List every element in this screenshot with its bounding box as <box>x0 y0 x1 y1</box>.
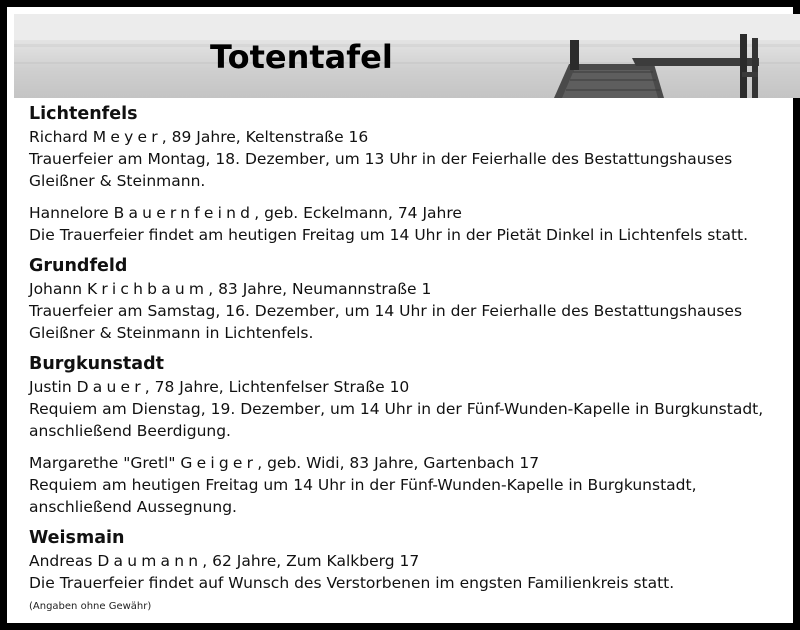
section-grundfeld <box>29 255 789 344</box>
person-details: , geb. Widi, 83 Jahre, Gartenbach 17 <box>257 454 540 472</box>
person-details: , 62 Jahre, Zum Kalkberg 17 <box>202 552 420 570</box>
obituary-list <box>29 103 789 603</box>
person-details: , geb. Eckelmann, 74 Jahre <box>254 204 462 222</box>
obituary-entry <box>29 452 789 518</box>
section-lichtenfels <box>29 103 789 246</box>
person-details: , 78 Jahre, Lichtenfelser Straße 10 <box>144 378 410 396</box>
section-burgkunstadt <box>29 353 789 518</box>
person-details: , 89 Jahre, Keltenstraße 16 <box>161 128 369 146</box>
first-name: Andreas <box>29 552 93 570</box>
ceremony-text: anschließend Aussegnung. <box>29 498 237 516</box>
section-heading: Weismain <box>29 528 125 548</box>
first-name: Justin <box>29 378 72 396</box>
person-line <box>29 202 789 224</box>
obituary-entry <box>29 126 789 192</box>
ceremony-text: Gleißner & Steinmann. <box>29 172 206 190</box>
section-weismain <box>29 527 789 594</box>
person-line <box>29 452 789 474</box>
section-heading: Grundfeld <box>29 256 128 276</box>
section-heading: Lichtenfels <box>29 104 138 124</box>
obituary-entry <box>29 550 789 594</box>
ceremony-text: Trauerfeier am Samstag, 16. Dezember, um 14 Uhr in der Feierhalle des Bestattungshauses <box>29 302 743 320</box>
ceremony-text: Requiem am heutigen Freitag um 14 Uhr in der Fünf-Wunden-Kapelle in Burgkunstadt, <box>29 476 697 494</box>
surname: Dauer <box>76 378 145 396</box>
surname: Krichbaum <box>86 280 209 298</box>
surname: Daumann <box>97 552 203 570</box>
surname: Meyer <box>92 128 162 146</box>
first-name: Hannelore <box>29 204 109 222</box>
first-name: Margarethe "Gretl" <box>29 454 176 472</box>
obituary-entry <box>29 278 789 344</box>
person-line <box>29 376 789 398</box>
disclaimer: (Angaben ohne Gewähr) <box>29 601 152 612</box>
header-banner <box>14 14 800 98</box>
surname: Bauernfeind <box>113 204 255 222</box>
first-name: Johann <box>29 280 83 298</box>
person-line <box>29 126 789 148</box>
ceremony-text: Die Trauerfeier findet am heutigen Freitag um 14 Uhr in der Pietät Dinkel in Lichtenfels statt. <box>29 226 749 244</box>
surname: Geiger <box>180 454 258 472</box>
lake-jetty-image <box>14 14 800 98</box>
ceremony-text: Gleißner & Steinmann in Lichtenfels. <box>29 324 314 342</box>
page-title: Totentafel <box>210 38 393 76</box>
ceremony-text: anschließend Beerdigung. <box>29 422 231 440</box>
obituary-entry <box>29 376 789 442</box>
person-line <box>29 278 789 300</box>
obituary-entry <box>29 202 789 246</box>
ceremony-text: Trauerfeier am Montag, 18. Dezember, um 13 Uhr in der Feierhalle des Bestattungshauses <box>29 150 733 168</box>
section-heading: Burgkunstadt <box>29 354 164 374</box>
person-line <box>29 550 789 572</box>
first-name: Richard <box>29 128 88 146</box>
ceremony-text: Requiem am Dienstag, 19. Dezember, um 14 Uhr in der Fünf-Wunden-Kapelle in Burgkunstadt, <box>29 400 764 418</box>
person-details: , 83 Jahre, Neumannstraße 1 <box>208 280 432 298</box>
ceremony-text: Die Trauerfeier findet auf Wunsch des Verstorbenen im engsten Familienkreis statt. <box>29 574 675 592</box>
